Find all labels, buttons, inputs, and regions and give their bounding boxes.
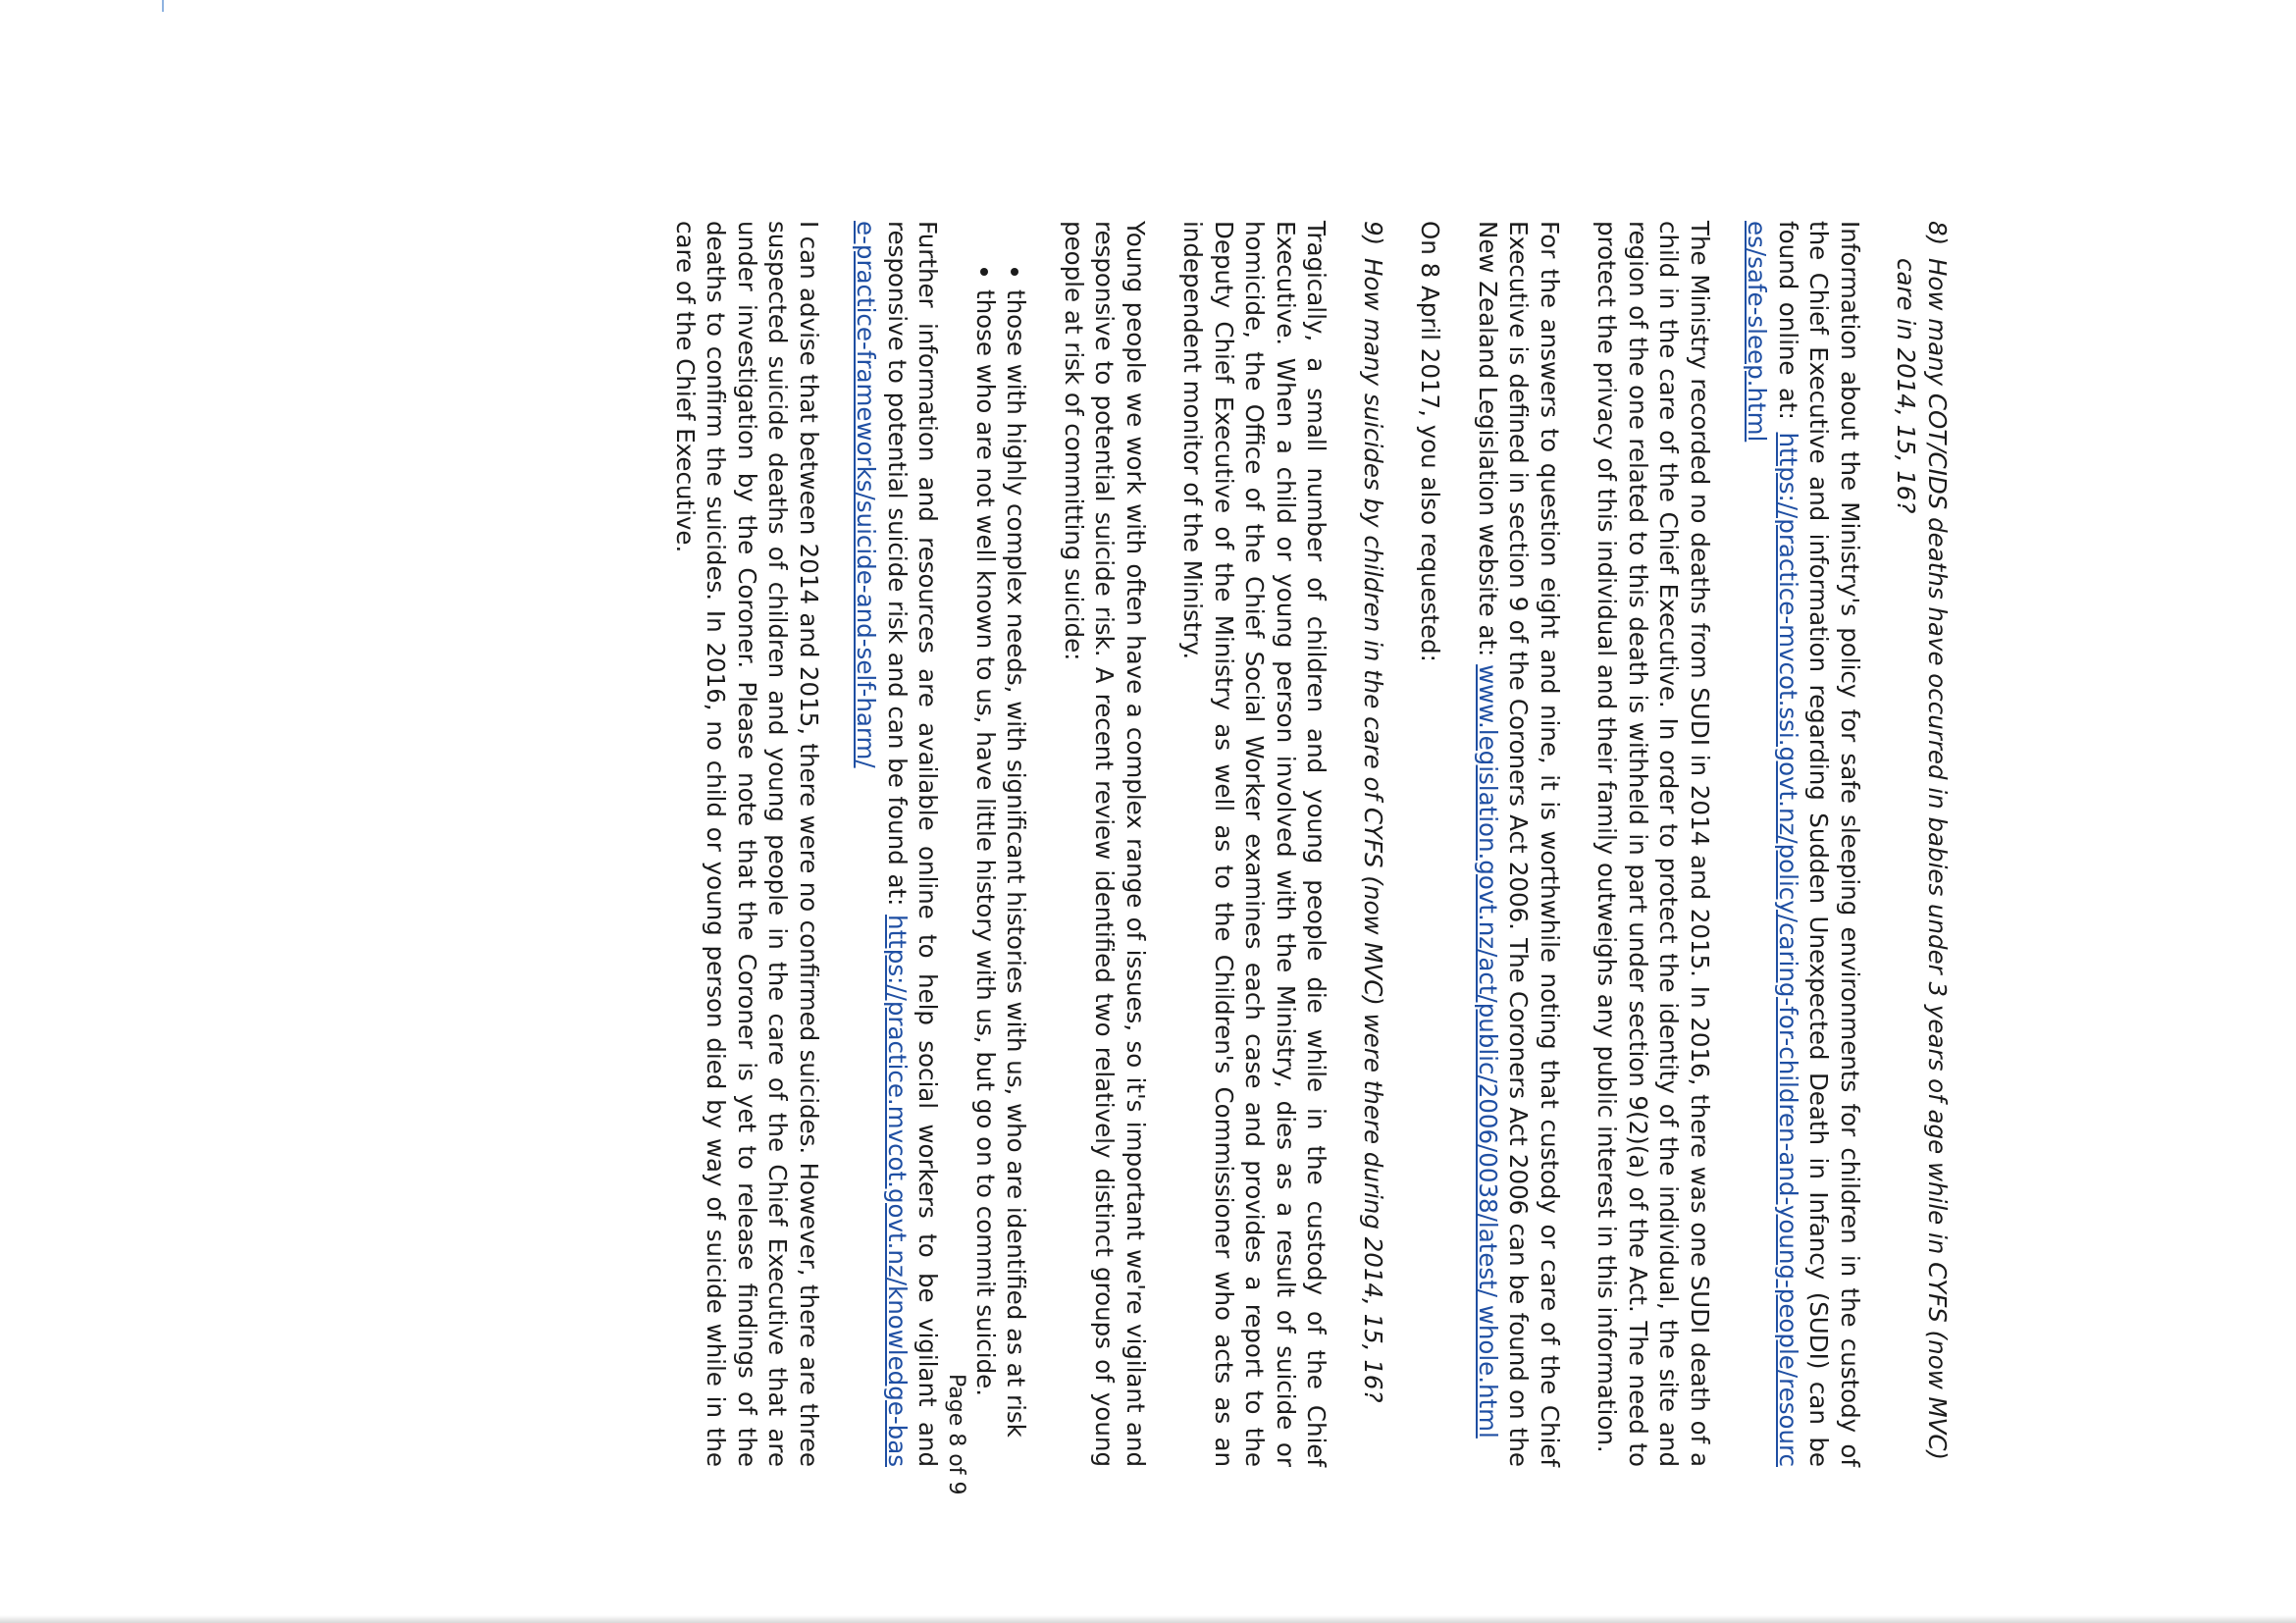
list-item: • those with highly complex needs, with significant histories with us, who are identified as at risk	[1001, 289, 1032, 1467]
legislation-link[interactable]: www.legislation.govt.nz/act/public/2006/0038/latest/ whole.html	[1474, 664, 1502, 1439]
question-number: 8)	[1923, 221, 1952, 246]
suicide-self-harm-link[interactable]: https://practice.mvcot.govt.nz/knowledge-base-practice-frameworks/suicide-and-self-harm/	[852, 221, 912, 1467]
suicide-risk-paragraph: Young people we work with often have a complex range of issues, so it's important we're vigilant and responsive to potential suicide risk. A recent review identified two relatively distinct groups of young people at risk of committing suicide:	[1060, 221, 1150, 1467]
list-item: • those who are not well known to us, have little history with us, but go on to commit suicide.	[970, 289, 1002, 1467]
coroners-act-paragraph	[1473, 221, 1566, 1467]
question-8	[1891, 221, 1953, 1467]
paragraph-text: Information about the Ministry's policy for safe sleeping environments for children in the custody of the Chief Executive and information regarding Sudden Unexpected Death in Infancy (SUDI) can be found online at:	[1774, 221, 1864, 1467]
scan-edge-shadow	[0, 1615, 2296, 1623]
question-text: How many COT/CIDS deaths have occurred in babies under 3 years of age while in CYFS (now MVC) care in 2014, 15, 16?	[1892, 258, 1952, 1461]
safe-sleep-policy-link[interactable]: https://practice-mvcot.ssi.govt.nz/policy/caring-for-children-and-young-people/resources/safe-sleep.html	[1743, 221, 1802, 1467]
paragraph-text: For the answers to question eight and nine, it is worthwhile noting that custody or care of the Chief Executive is defined in section 9 of the Coroners Act 2006. The Coroners Act 2006 can be found on the New Zealand Legislation website at:	[1474, 221, 1564, 1467]
question-text: How many suicides by children in the care of CYFS (now MVC) were there during 2014, 15, 16?	[1359, 258, 1387, 1403]
question-number: 9)	[1359, 221, 1387, 246]
page-number: Page 8 of 9	[944, 1374, 968, 1495]
resources-paragraph	[851, 221, 944, 1467]
request-date-paragraph: On 8 April 2017, you also requested:	[1416, 221, 1445, 662]
paragraph-text: Further information and resources are available online to help social workers to be vigilant and responsive to potential suicide risk and can be found at:	[883, 221, 943, 1467]
custody-deaths-paragraph: Tragically, a small number of children and young people die while in the custody of the Chief Executive. When a child or young person involved with the Ministry, dies as a result of suicide or homicide, the Office of the Chief Social Worker examines each case and provides a report to the Deputy Chief Executive of the Ministry as well as to the Children's Commissioner who acts as an independent monitor of the Ministry.	[1178, 221, 1331, 1467]
safe-sleep-paragraph	[1742, 221, 1865, 1467]
scan-corner-mark	[162, 0, 164, 12]
suicide-findings-paragraph: I can advise that between 2014 and 2015, there were no confirmed suicides. However, there are three suspected suicide deaths of children and young people in the care of the Chief Executive that are under investigation by the Coroner. Please note that the Coroner is yet to release findings of the deaths to confirm the suicides. In 2016, no child or young person died by way of suicide while in the care of the Chief Executive.	[671, 221, 823, 1467]
question-9	[1358, 221, 1389, 1467]
sudi-deaths-paragraph: The Ministry recorded no deaths from SUDI in 2014 and 2015. In 2016, there was one SUDI death of a child in the care of the Chief Executive. In order to protect the identity of the individual, the site and region of the one related to this death is withheld in part under section 9(2)(a) of the Act. The need to protect the privacy of this individual and their family outweighs any public interest in this information.	[1592, 221, 1714, 1467]
risk-groups-list	[970, 221, 1032, 1467]
document-page	[265, 221, 1953, 1495]
